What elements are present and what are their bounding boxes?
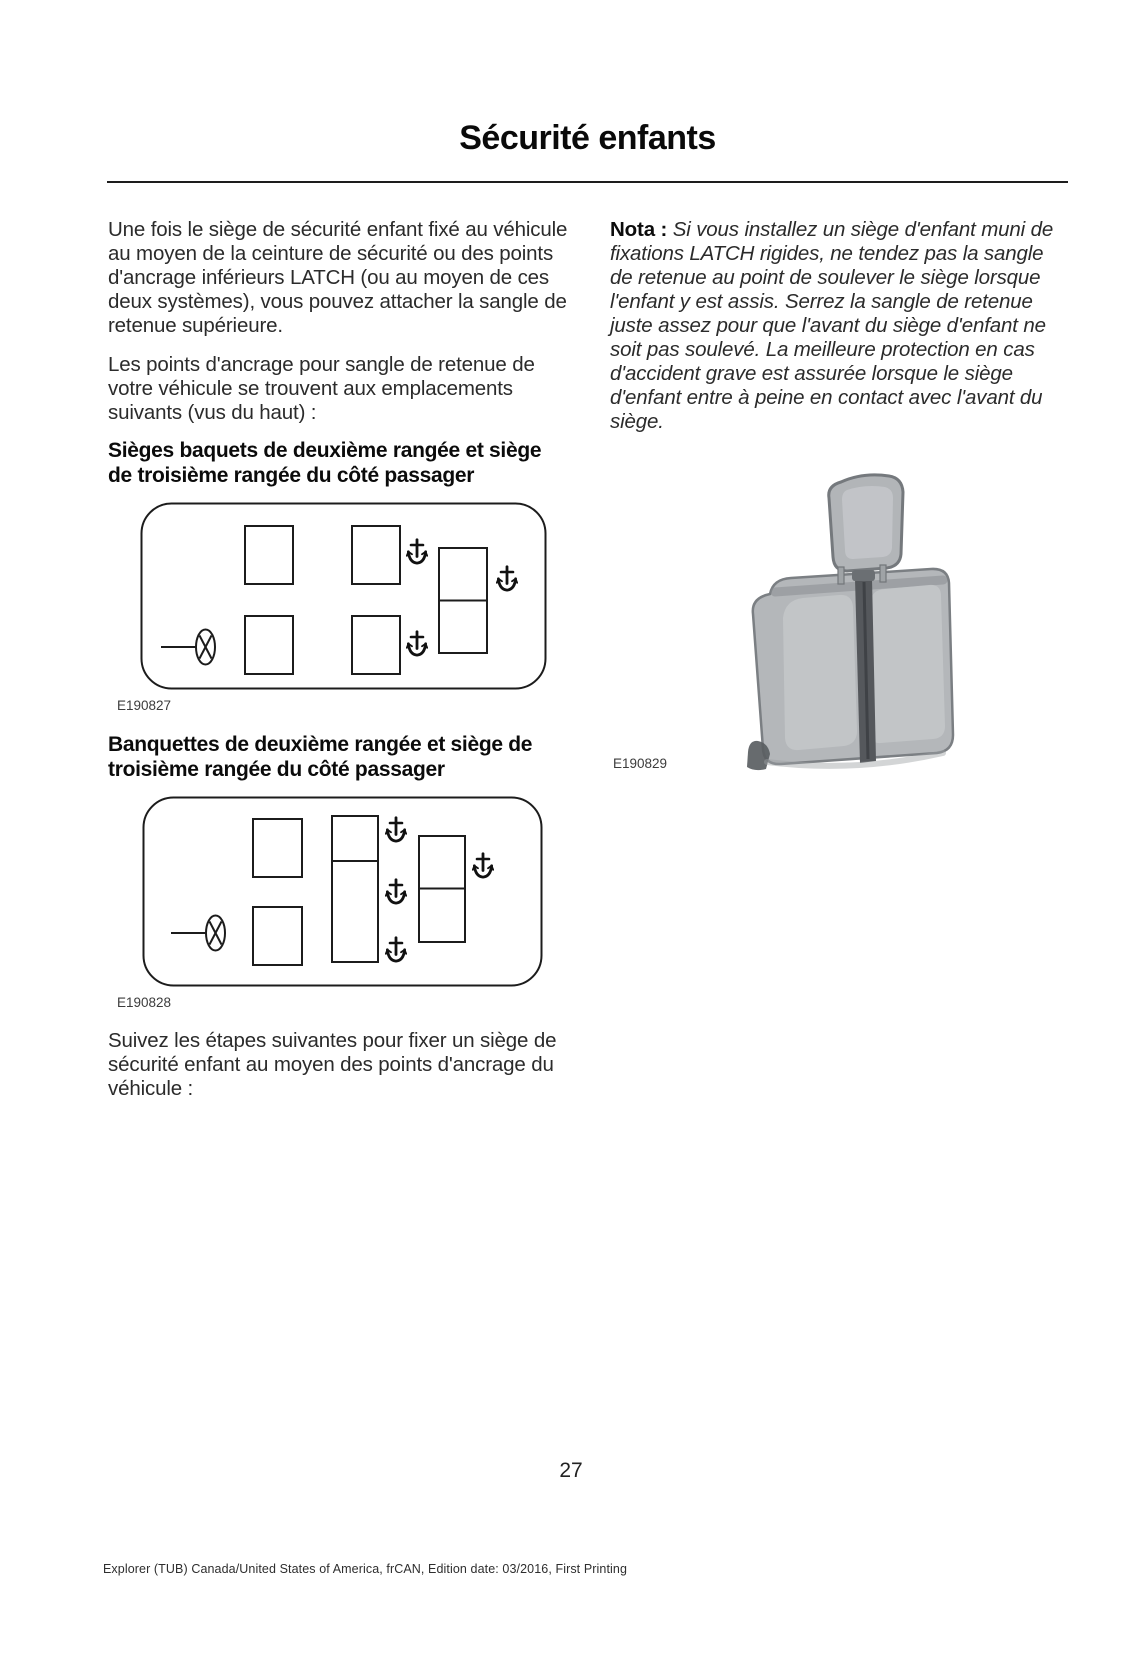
headrest-post (838, 567, 844, 584)
figure-top-view-bucket-seats (108, 502, 570, 714)
figure-label: E190827 (117, 698, 172, 713)
strap-guide (852, 570, 875, 581)
seat-box (245, 616, 293, 674)
right-column (610, 218, 1070, 790)
seat-anchor-diagram-1 (140, 502, 547, 690)
seat-panel-right (870, 585, 945, 743)
seat-box (245, 526, 293, 584)
seat-panel-left (783, 595, 857, 750)
seat-anchor-diagram-2 (142, 796, 543, 987)
seat-box (253, 907, 302, 965)
seat-illustration (695, 442, 1015, 772)
headrest-panel (842, 486, 893, 559)
anchor-icon (386, 880, 406, 903)
headrest-post (880, 565, 886, 582)
figure-label: E190828 (117, 995, 172, 1010)
anchor-icon (386, 938, 406, 961)
anchor-icon (386, 818, 406, 841)
seat-box (352, 616, 400, 674)
heading-bucket-seats: Sièges baquets de deuxième rangée et siège de troisième rangée du côté passager (108, 439, 542, 487)
note-label: Nota : (610, 218, 668, 241)
steering-wheel-icon (171, 916, 225, 951)
steering-wheel-icon (161, 630, 215, 665)
page-number: 27 (559, 1459, 583, 1482)
paragraph-anchor-locations: Les points d'ancrage pour sangle de retenue de votre véhicule se trouvent aux emplacements suivants (vus du haut) : (108, 353, 535, 424)
left-column (108, 218, 570, 1116)
note-paragraph (610, 218, 1070, 434)
anchor-icon (407, 632, 427, 655)
paragraph-top-tether: Une fois le siège de sécurité enfant fixé au véhicule au moyen de la ceinture de sécurité ou des points d'ancrage inférieurs LATCH (ou au moyen de ces deux systèmes), vous pouvez attacher la sangle de retenue supérieure. (108, 218, 568, 337)
anchor-icon (497, 567, 517, 590)
figure-top-view-bench-seats (108, 796, 570, 1011)
figure-label: E190829 (613, 756, 668, 771)
note-text: Si vous installez un siège d'enfant muni de fixations LATCH rigides, ne tendez pas la sangle de retenue au point de soulever le siège lorsque l'enfant y est assis. Serrez la sangle de retenue juste assez pour que l'avant du siège d'enfant ne soit pas soulevé. La meilleure protection en cas d'accident grave est assurée lorsque le siège d'enfant entre à peine en contact avec l'avant du siège. (610, 218, 1054, 433)
page-title: Sécurité enfants (459, 119, 716, 157)
anchor-icon (407, 540, 427, 563)
seat-box (253, 819, 302, 877)
seat-box (352, 526, 400, 584)
anchor-icon (473, 854, 493, 877)
figure-seat-rear-view (610, 442, 1070, 772)
heading-bench-seats: Banquettes de deuxième rangée et siège de troisième rangée du côté passager (108, 733, 533, 781)
footer-edition-line: Explorer (TUB) Canada/United States of America, frCAN, Edition date: 03/2016, First Printing (103, 1562, 628, 1576)
title-divider (107, 181, 1068, 183)
paragraph-follow-steps: Suivez les étapes suivantes pour fixer un siège de sécurité enfant au moyen des points d'ancrage du véhicule : (108, 1029, 557, 1100)
bench-box (332, 816, 378, 962)
vehicle-outline (144, 798, 542, 986)
